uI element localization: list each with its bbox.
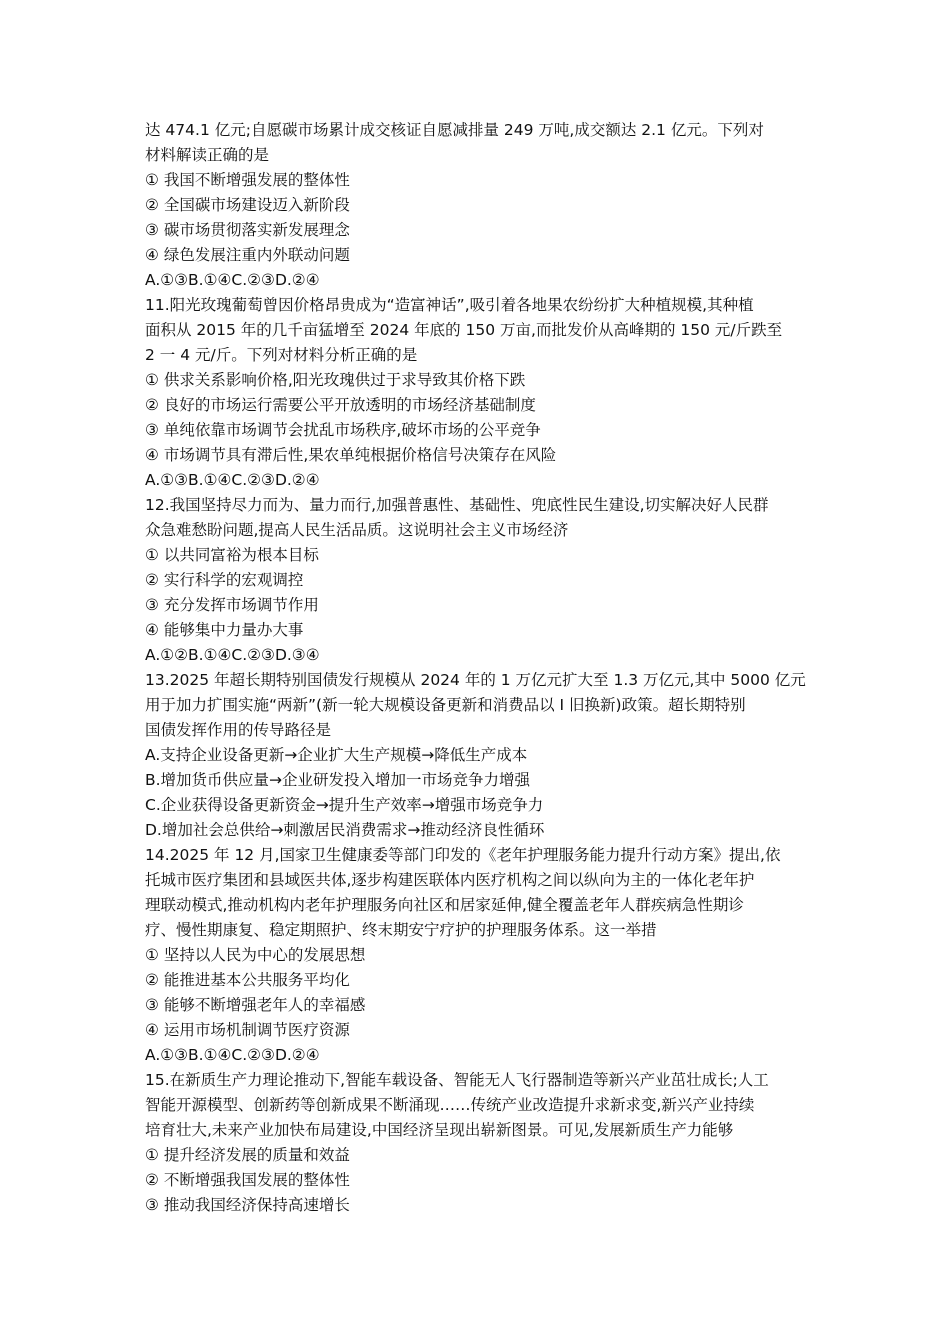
document-page <box>145 118 845 1218</box>
option-line: ③ 能够不断增强老年人的幸福感 <box>145 996 366 1014</box>
option-line: B.增加货币供应量→企业研发投入增加一市场竞争力增强 <box>145 771 531 789</box>
text-line: 培育壮大,未来产业加快布局建设,中国经济呈现出崭新图景。可见,发展新质生产力能够 <box>145 1121 734 1139</box>
question-14: 14.2025 年 12 月,国家卫生健康委等部门印发的《老年护理服务能力提升行动方案》提出,依 <box>145 846 781 864</box>
answer-choices: A.①②B.①④C.②③D.③④ <box>145 646 320 664</box>
option-line: ② 良好的市场运行需要公平开放透明的市场经济基础制度 <box>145 396 536 414</box>
question-15: 15.在新质生产力理论推动下,智能车载设备、智能无人飞行器制造等新兴产业茁壮成长;人工 <box>145 1071 769 1089</box>
option-line: ③ 推动我国经济保持高速增长 <box>145 1196 350 1214</box>
option-line: D.增加社会总供给→刺激居民消费需求→推动经济良性循环 <box>145 821 545 839</box>
option-line: ④ 运用市场机制调节医疗资源 <box>145 1021 350 1039</box>
option-line: ③ 单纯依靠市场调节会扰乱市场秩序,破坏市场的公平竞争 <box>145 421 541 439</box>
text-line: 国债发挥作用的传导路径是 <box>145 721 332 739</box>
option-line: ③ 充分发挥市场调节作用 <box>145 596 319 614</box>
option-line: ④ 市场调节具有滞后性,果农单纯根据价格信号决策存在风险 <box>145 446 557 464</box>
option-line: ① 以共同富裕为根本目标 <box>145 546 319 564</box>
question-13: 13.2025 年超长期特别国债发行规模从 2024 年的 1 万亿元扩大至 1.3 万亿元,其中 5000 亿元 <box>145 671 806 689</box>
option-line: ③ 碳市场贯彻落实新发展理念 <box>145 221 350 239</box>
text-line: 疗、慢性期康复、稳定期照护、终末期安宁疗护的护理服务体系。这一举措 <box>145 921 657 939</box>
text-line: 用于加力扩围实施“两新”(新一轮大规模设备更新和消费品以 I 旧换新)政策。超长期特别 <box>145 696 746 714</box>
answer-choices: A.①③B.①④C.②③D.②④ <box>145 471 320 489</box>
option-line: ④ 绿色发展注重内外联动问题 <box>145 246 350 264</box>
text-line: 2 一 4 元/斤。下列对材料分析正确的是 <box>145 346 418 364</box>
question-12: 12.我国坚持尽力而为、量力而行,加强普惠性、基础性、兜底性民生建设,切实解决好人民群 <box>145 496 769 514</box>
option-line: A.支持企业设备更新→企业扩大生产规模→降低生产成本 <box>145 746 528 764</box>
option-line: ② 不断增强我国发展的整体性 <box>145 1171 350 1189</box>
option-line: ② 全国碳市场建设迈入新阶段 <box>145 196 350 214</box>
question-11: 11.阳光玫瑰葡萄曾因价格昂贵成为“造富神话”,吸引着各地果农纷纷扩大种植规模,其种植 <box>145 296 754 314</box>
option-line: ② 能推进基本公共服务平均化 <box>145 971 350 989</box>
text-line: 材料解读正确的是 <box>145 146 270 164</box>
option-line: ① 提升经济发展的质量和效益 <box>145 1146 350 1164</box>
answer-choices: A.①③B.①④C.②③D.②④ <box>145 1046 320 1064</box>
option-line: ④ 能够集中力量办大事 <box>145 621 304 639</box>
text-line: 托城市医疗集团和县域医共体,逐步构建医联体内医疗机构之间以纵向为主的一体化老年护 <box>145 871 755 889</box>
option-line: ① 坚持以人民为中心的发展思想 <box>145 946 366 964</box>
text-line: 智能开源模型、创新药等创新成果不断涌现……传统产业改造提升求新求变,新兴产业持续 <box>145 1096 755 1114</box>
option-line: ① 我国不断增强发展的整体性 <box>145 171 350 189</box>
answer-choices: A.①③B.①④C.②③D.②④ <box>145 271 320 289</box>
text-line: 达 474.1 亿元;自愿碳市场累计成交核证自愿减排量 249 万吨,成交额达 2.1 亿元。下列对 <box>145 121 764 139</box>
option-line: C.企业获得设备更新资金→提升生产效率→增强市场竞争力 <box>145 796 544 814</box>
option-line: ① 供求关系影响价格,阳光玫瑰供过于求导致其价格下跌 <box>145 371 526 389</box>
text-line: 面积从 2015 年的几千亩猛增至 2024 年底的 150 万亩,而批发价从高峰期的 150 元/斤跌至 <box>145 321 783 339</box>
text-line: 众急难愁盼问题,提高人民生活品质。这说明社会主义市场经济 <box>145 521 569 539</box>
text-line: 理联动模式,推动机构内老年护理服务向社区和居家延伸,健全覆盖老年人群疾病急性期诊 <box>145 896 744 914</box>
option-line: ② 实行科学的宏观调控 <box>145 571 304 589</box>
